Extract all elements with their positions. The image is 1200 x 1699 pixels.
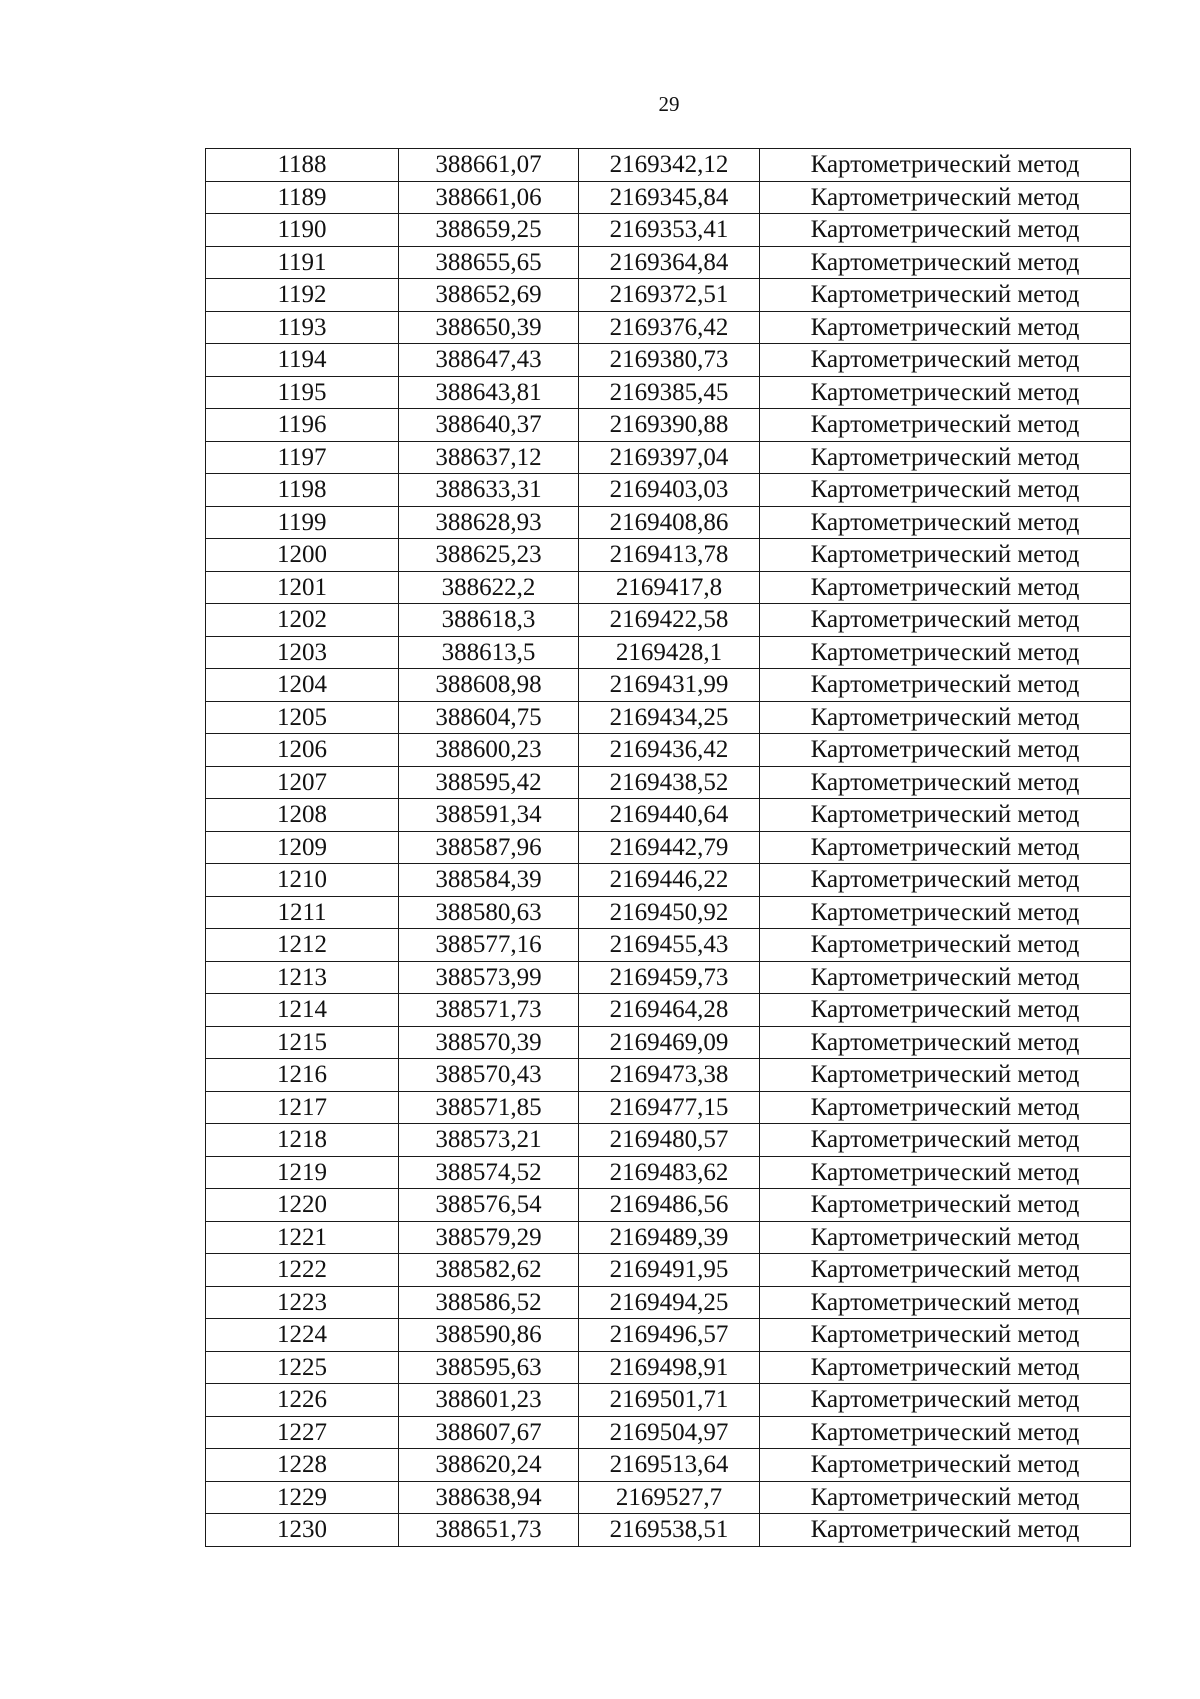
method-cell: Картометрический метод [760,799,1131,832]
x-coordinate-cell: 388651,73 [399,1514,579,1547]
table-row [206,344,1131,377]
point-number-cell: 1196 [206,409,399,442]
x-coordinate-cell: 388618,3 [399,604,579,637]
method-cell: Картометрический метод [760,1189,1131,1222]
point-number-cell: 1211 [206,896,399,929]
method-cell: Картометрический метод [760,1514,1131,1547]
table-row [206,1189,1131,1222]
y-coordinate-cell: 2169353,41 [579,214,760,247]
method-cell: Картометрический метод [760,766,1131,799]
method-cell: Картометрический метод [760,604,1131,637]
method-cell: Картометрический метод [760,539,1131,572]
x-coordinate-cell: 388655,65 [399,246,579,279]
method-cell: Картометрический метод [760,376,1131,409]
table-row [206,409,1131,442]
table-row [206,474,1131,507]
x-coordinate-cell: 388607,67 [399,1416,579,1449]
point-number-cell: 1210 [206,864,399,897]
x-coordinate-cell: 388571,85 [399,1091,579,1124]
table-row [206,441,1131,474]
y-coordinate-cell: 2169385,45 [579,376,760,409]
y-coordinate-cell: 2169504,97 [579,1416,760,1449]
x-coordinate-cell: 388652,69 [399,279,579,312]
point-number-cell: 1197 [206,441,399,474]
method-cell: Картометрический метод [760,864,1131,897]
method-cell: Картометрический метод [760,1124,1131,1157]
table-row [206,831,1131,864]
method-cell: Картометрический метод [760,149,1131,182]
point-number-cell: 1202 [206,604,399,637]
x-coordinate-cell: 388661,06 [399,181,579,214]
y-coordinate-cell: 2169380,73 [579,344,760,377]
x-coordinate-cell: 388601,23 [399,1384,579,1417]
table-row [206,1156,1131,1189]
method-cell: Картометрический метод [760,214,1131,247]
point-number-cell: 1190 [206,214,399,247]
point-number-cell: 1214 [206,994,399,1027]
point-number-cell: 1228 [206,1449,399,1482]
point-number-cell: 1208 [206,799,399,832]
x-coordinate-cell: 388608,98 [399,669,579,702]
method-cell: Картометрический метод [760,1286,1131,1319]
table-row [206,799,1131,832]
method-cell: Картометрический метод [760,1416,1131,1449]
y-coordinate-cell: 2169376,42 [579,311,760,344]
y-coordinate-cell: 2169364,84 [579,246,760,279]
x-coordinate-cell: 388571,73 [399,994,579,1027]
y-coordinate-cell: 2169372,51 [579,279,760,312]
point-number-cell: 1201 [206,571,399,604]
y-coordinate-cell: 2169498,91 [579,1351,760,1384]
table-row [206,311,1131,344]
method-cell: Картометрический метод [760,441,1131,474]
table-row [206,1351,1131,1384]
y-coordinate-cell: 2169413,78 [579,539,760,572]
point-number-cell: 1229 [206,1481,399,1514]
x-coordinate-cell: 388570,43 [399,1059,579,1092]
point-number-cell: 1217 [206,1091,399,1124]
y-coordinate-cell: 2169428,1 [579,636,760,669]
y-coordinate-cell: 2169513,64 [579,1449,760,1482]
x-coordinate-cell: 388600,23 [399,734,579,767]
method-cell: Картометрический метод [760,1156,1131,1189]
y-coordinate-cell: 2169434,25 [579,701,760,734]
y-coordinate-cell: 2169527,7 [579,1481,760,1514]
table-row [206,896,1131,929]
table-row [206,1449,1131,1482]
x-coordinate-cell: 388587,96 [399,831,579,864]
x-coordinate-cell: 388661,07 [399,149,579,182]
point-number-cell: 1193 [206,311,399,344]
x-coordinate-cell: 388625,23 [399,539,579,572]
x-coordinate-cell: 388643,81 [399,376,579,409]
x-coordinate-cell: 388650,39 [399,311,579,344]
x-coordinate-cell: 388590,86 [399,1319,579,1352]
x-coordinate-cell: 388584,39 [399,864,579,897]
table-row [206,1286,1131,1319]
y-coordinate-cell: 2169408,86 [579,506,760,539]
table-row [206,1481,1131,1514]
table-row [206,571,1131,604]
method-cell: Картометрический метод [760,1449,1131,1482]
point-number-cell: 1215 [206,1026,399,1059]
y-coordinate-cell: 2169438,52 [579,766,760,799]
table-row [206,701,1131,734]
table-row [206,1254,1131,1287]
x-coordinate-cell: 388637,12 [399,441,579,474]
y-coordinate-cell: 2169459,73 [579,961,760,994]
x-coordinate-cell: 388622,2 [399,571,579,604]
y-coordinate-cell: 2169464,28 [579,994,760,1027]
point-number-cell: 1203 [206,636,399,669]
table-row [206,1221,1131,1254]
x-coordinate-cell: 388579,29 [399,1221,579,1254]
table-row [206,636,1131,669]
point-number-cell: 1188 [206,149,399,182]
method-cell: Картометрический метод [760,474,1131,507]
y-coordinate-cell: 2169345,84 [579,181,760,214]
point-number-cell: 1205 [206,701,399,734]
y-coordinate-cell: 2169422,58 [579,604,760,637]
x-coordinate-cell: 388586,52 [399,1286,579,1319]
method-cell: Картометрический метод [760,1319,1131,1352]
y-coordinate-cell: 2169473,38 [579,1059,760,1092]
y-coordinate-cell: 2169431,99 [579,669,760,702]
point-number-cell: 1189 [206,181,399,214]
table-row [206,864,1131,897]
point-number-cell: 1194 [206,344,399,377]
y-coordinate-cell: 2169440,64 [579,799,760,832]
y-coordinate-cell: 2169342,12 [579,149,760,182]
table-row [206,766,1131,799]
method-cell: Картометрический метод [760,701,1131,734]
point-number-cell: 1191 [206,246,399,279]
x-coordinate-cell: 388595,42 [399,766,579,799]
point-number-cell: 1213 [206,961,399,994]
method-cell: Картометрический метод [760,1384,1131,1417]
y-coordinate-cell: 2169455,43 [579,929,760,962]
x-coordinate-cell: 388582,62 [399,1254,579,1287]
table-row [206,376,1131,409]
table-row [206,539,1131,572]
y-coordinate-cell: 2169494,25 [579,1286,760,1319]
method-cell: Картометрический метод [760,1059,1131,1092]
table-row [206,669,1131,702]
x-coordinate-cell: 388613,5 [399,636,579,669]
point-number-cell: 1230 [206,1514,399,1547]
point-number-cell: 1219 [206,1156,399,1189]
method-cell: Картометрический метод [760,1026,1131,1059]
method-cell: Картометрический метод [760,409,1131,442]
method-cell: Картометрический метод [760,669,1131,702]
table-row [206,214,1131,247]
table-row [206,1091,1131,1124]
method-cell: Картометрический метод [760,506,1131,539]
table-row [206,1124,1131,1157]
method-cell: Картометрический метод [760,636,1131,669]
point-number-cell: 1218 [206,1124,399,1157]
method-cell: Картометрический метод [760,1221,1131,1254]
y-coordinate-cell: 2169403,03 [579,474,760,507]
y-coordinate-cell: 2169538,51 [579,1514,760,1547]
method-cell: Картометрический метод [760,181,1131,214]
point-number-cell: 1226 [206,1384,399,1417]
x-coordinate-cell: 388620,24 [399,1449,579,1482]
y-coordinate-cell: 2169496,57 [579,1319,760,1352]
point-number-cell: 1209 [206,831,399,864]
y-coordinate-cell: 2169446,22 [579,864,760,897]
x-coordinate-cell: 388580,63 [399,896,579,929]
x-coordinate-cell: 388633,31 [399,474,579,507]
y-coordinate-cell: 2169491,95 [579,1254,760,1287]
table-row [206,149,1131,182]
method-cell: Картометрический метод [760,1254,1131,1287]
x-coordinate-cell: 388640,37 [399,409,579,442]
method-cell: Картометрический метод [760,994,1131,1027]
table-row [206,929,1131,962]
table-row [206,279,1131,312]
y-coordinate-cell: 2169489,39 [579,1221,760,1254]
x-coordinate-cell: 388628,93 [399,506,579,539]
y-coordinate-cell: 2169442,79 [579,831,760,864]
method-cell: Картометрический метод [760,311,1131,344]
point-number-cell: 1199 [206,506,399,539]
method-cell: Картометрический метод [760,929,1131,962]
table-row [206,734,1131,767]
method-cell: Картометрический метод [760,896,1131,929]
table-row [206,1384,1131,1417]
point-number-cell: 1206 [206,734,399,767]
method-cell: Картометрический метод [760,344,1131,377]
method-cell: Картометрический метод [760,1091,1131,1124]
point-number-cell: 1222 [206,1254,399,1287]
y-coordinate-cell: 2169450,92 [579,896,760,929]
y-coordinate-cell: 2169501,71 [579,1384,760,1417]
coordinates-table [205,148,1131,1547]
coordinates-table-body [206,149,1131,1547]
x-coordinate-cell: 388573,21 [399,1124,579,1157]
method-cell: Картометрический метод [760,831,1131,864]
x-coordinate-cell: 388591,34 [399,799,579,832]
method-cell: Картометрический метод [760,1481,1131,1514]
y-coordinate-cell: 2169436,42 [579,734,760,767]
y-coordinate-cell: 2169477,15 [579,1091,760,1124]
y-coordinate-cell: 2169390,88 [579,409,760,442]
table-row [206,181,1131,214]
method-cell: Картометрический метод [760,961,1131,994]
page-number: 29 [658,92,680,116]
y-coordinate-cell: 2169417,8 [579,571,760,604]
method-cell: Картометрический метод [760,279,1131,312]
point-number-cell: 1200 [206,539,399,572]
y-coordinate-cell: 2169469,09 [579,1026,760,1059]
table-row [206,994,1131,1027]
table-row [206,1416,1131,1449]
point-number-cell: 1216 [206,1059,399,1092]
point-number-cell: 1212 [206,929,399,962]
method-cell: Картометрический метод [760,734,1131,767]
point-number-cell: 1220 [206,1189,399,1222]
x-coordinate-cell: 388573,99 [399,961,579,994]
point-number-cell: 1223 [206,1286,399,1319]
point-number-cell: 1225 [206,1351,399,1384]
table-row [206,506,1131,539]
y-coordinate-cell: 2169397,04 [579,441,760,474]
x-coordinate-cell: 388638,94 [399,1481,579,1514]
table-row [206,246,1131,279]
x-coordinate-cell: 388604,75 [399,701,579,734]
y-coordinate-cell: 2169480,57 [579,1124,760,1157]
x-coordinate-cell: 388570,39 [399,1026,579,1059]
method-cell: Картометрический метод [760,571,1131,604]
point-number-cell: 1195 [206,376,399,409]
table-row [206,1319,1131,1352]
point-number-cell: 1204 [206,669,399,702]
table-row [206,1059,1131,1092]
point-number-cell: 1227 [206,1416,399,1449]
y-coordinate-cell: 2169483,62 [579,1156,760,1189]
point-number-cell: 1198 [206,474,399,507]
x-coordinate-cell: 388577,16 [399,929,579,962]
point-number-cell: 1192 [206,279,399,312]
point-number-cell: 1224 [206,1319,399,1352]
x-coordinate-cell: 388576,54 [399,1189,579,1222]
method-cell: Картометрический метод [760,1351,1131,1384]
table-row [206,604,1131,637]
point-number-cell: 1221 [206,1221,399,1254]
table-row [206,1514,1131,1547]
point-number-cell: 1207 [206,766,399,799]
x-coordinate-cell: 388595,63 [399,1351,579,1384]
table-row [206,961,1131,994]
x-coordinate-cell: 388574,52 [399,1156,579,1189]
x-coordinate-cell: 388659,25 [399,214,579,247]
y-coordinate-cell: 2169486,56 [579,1189,760,1222]
method-cell: Картометрический метод [760,246,1131,279]
x-coordinate-cell: 388647,43 [399,344,579,377]
table-row [206,1026,1131,1059]
